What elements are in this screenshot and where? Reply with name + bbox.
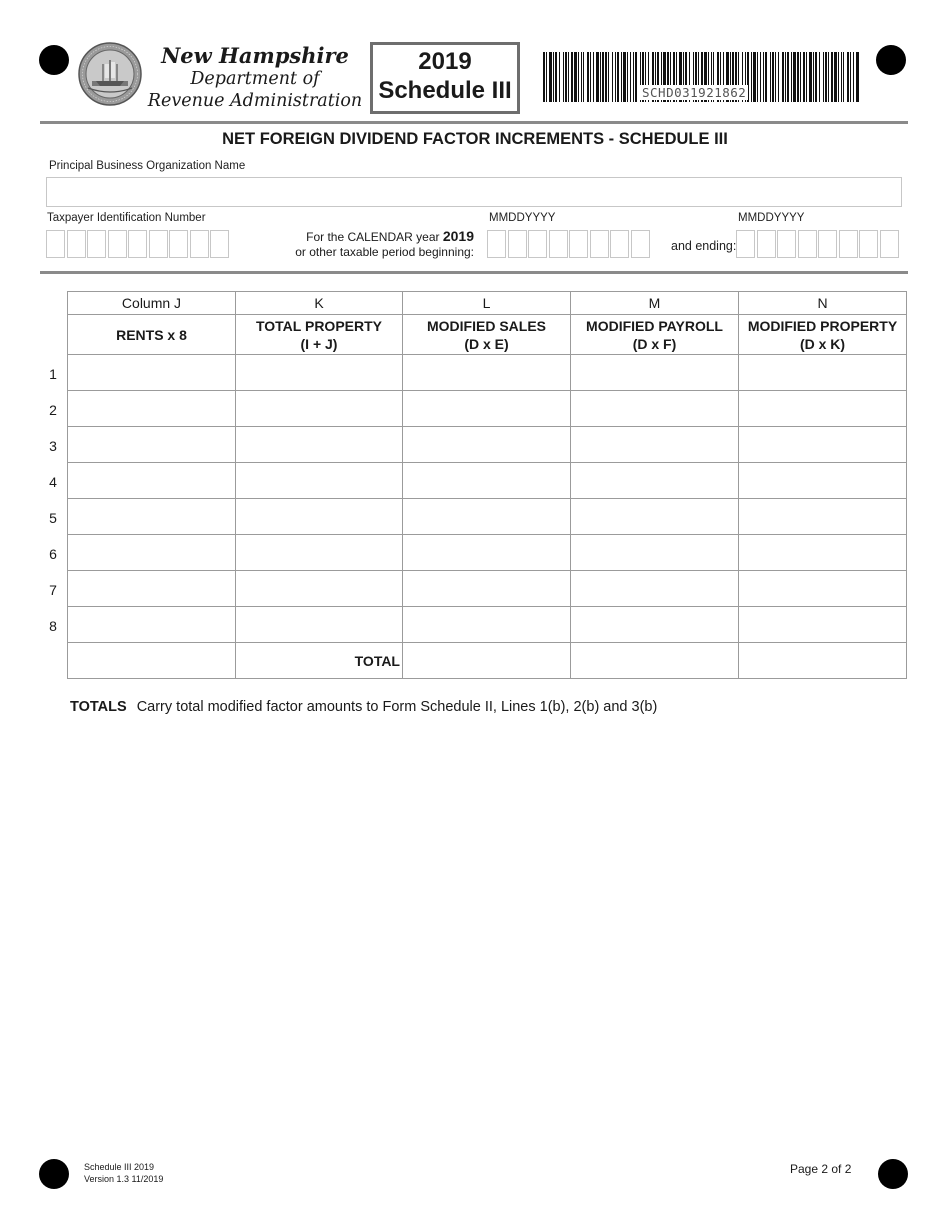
total-label: TOTAL bbox=[236, 643, 403, 679]
table-row bbox=[68, 607, 907, 643]
table-row bbox=[68, 499, 907, 535]
table-row bbox=[68, 463, 907, 499]
totals-note bbox=[70, 699, 657, 715]
input-cell[interactable] bbox=[236, 607, 403, 643]
tin-label: Taxpayer Identification Number bbox=[47, 212, 206, 224]
period-begin-field[interactable] bbox=[487, 230, 651, 260]
input-cell[interactable] bbox=[68, 463, 236, 499]
line-number: 3 bbox=[49, 438, 57, 454]
input-cell[interactable] bbox=[739, 499, 907, 535]
tin-field[interactable] bbox=[46, 230, 231, 260]
input-cell[interactable] bbox=[403, 355, 571, 391]
input-cell[interactable] bbox=[571, 427, 739, 463]
input-cell[interactable] bbox=[68, 427, 236, 463]
period-label: or other taxable period beginning: bbox=[295, 245, 474, 259]
input-cell[interactable] bbox=[403, 427, 571, 463]
input-cell[interactable] bbox=[68, 571, 236, 607]
input-cell[interactable] bbox=[739, 427, 907, 463]
total-row bbox=[68, 643, 907, 679]
input-cell[interactable] bbox=[403, 463, 571, 499]
column-title-total-property: TOTAL PROPERTY (I + J) bbox=[236, 315, 403, 355]
line-number: 1 bbox=[49, 366, 57, 382]
input-cell[interactable] bbox=[571, 355, 739, 391]
input-cell[interactable] bbox=[236, 535, 403, 571]
table-row bbox=[68, 535, 907, 571]
form-name: Schedule III bbox=[378, 77, 512, 104]
registration-mark bbox=[39, 45, 69, 75]
agency-line-1: New Hampshire bbox=[161, 43, 349, 68]
input-cell[interactable] bbox=[571, 463, 739, 499]
input-cell[interactable] bbox=[571, 499, 739, 535]
input-cell[interactable] bbox=[571, 571, 739, 607]
registration-mark bbox=[878, 1159, 908, 1189]
line-number: 5 bbox=[49, 510, 57, 526]
page-number: Page 2 of 2 bbox=[790, 1162, 852, 1176]
form-year-box bbox=[370, 42, 520, 114]
calendar-year-line bbox=[236, 228, 474, 244]
state-seal-icon bbox=[78, 42, 142, 106]
column-title-rents: RENTS x 8 bbox=[68, 315, 236, 355]
footer-version: Version 1.3 11/2019 bbox=[84, 1173, 164, 1184]
column-letter-j: Column J bbox=[68, 292, 236, 315]
column-letter-n: N bbox=[739, 292, 907, 315]
total-blank-cell bbox=[68, 643, 236, 679]
column-title-modified-sales: MODIFIED SALES (D x E) bbox=[403, 315, 571, 355]
input-cell[interactable] bbox=[571, 607, 739, 643]
input-cell[interactable] bbox=[571, 535, 739, 571]
line-number: 2 bbox=[49, 402, 57, 418]
input-cell[interactable] bbox=[403, 607, 571, 643]
column-title-modified-property: MODIFIED PROPERTY (D x K) bbox=[739, 315, 907, 355]
totals-note-label: TOTALS bbox=[70, 699, 127, 715]
line-number: 8 bbox=[49, 618, 57, 634]
form-title: NET FOREIGN DIVIDEND FACTOR INCREMENTS - SCHEDULE III bbox=[222, 130, 728, 148]
input-cell[interactable] bbox=[68, 499, 236, 535]
table-row bbox=[68, 571, 907, 607]
input-cell[interactable] bbox=[236, 463, 403, 499]
total-modified-payroll-cell[interactable] bbox=[571, 643, 739, 679]
total-modified-property-cell[interactable] bbox=[739, 643, 907, 679]
input-cell[interactable] bbox=[739, 607, 907, 643]
end-format-label: MMDDYYYY bbox=[738, 212, 805, 224]
totals-note-text: Carry total modified factor amounts to Form Schedule II, Lines 1(b), 2(b) and 3(b) bbox=[136, 699, 658, 715]
input-cell[interactable] bbox=[403, 499, 571, 535]
total-modified-sales-cell[interactable] bbox=[403, 643, 571, 679]
calendar-year: 2019 bbox=[442, 228, 474, 244]
input-cell[interactable] bbox=[236, 499, 403, 535]
calendar-prefix: For the CALENDAR year bbox=[306, 230, 440, 244]
section-divider bbox=[40, 271, 908, 274]
input-cell[interactable] bbox=[68, 355, 236, 391]
line-number: 7 bbox=[49, 582, 57, 598]
input-cell[interactable] bbox=[403, 535, 571, 571]
table-row bbox=[68, 427, 907, 463]
period-end-field[interactable] bbox=[736, 230, 900, 260]
line-number: 4 bbox=[49, 474, 57, 490]
form-year: 2019 bbox=[418, 48, 472, 75]
input-cell[interactable] bbox=[236, 427, 403, 463]
org-name-label: Principal Business Organization Name bbox=[49, 160, 246, 172]
agency-line-3: Revenue Administration bbox=[147, 91, 363, 111]
agency-name bbox=[140, 44, 370, 112]
input-cell[interactable] bbox=[739, 463, 907, 499]
column-letter-k: K bbox=[236, 292, 403, 315]
agency-line-2: Department of bbox=[190, 69, 320, 89]
input-cell[interactable] bbox=[236, 355, 403, 391]
column-letter-m: M bbox=[571, 292, 739, 315]
footer-form-id: Schedule III 2019 bbox=[84, 1162, 155, 1172]
input-cell[interactable] bbox=[68, 535, 236, 571]
org-name-field[interactable] bbox=[46, 177, 902, 207]
input-cell[interactable] bbox=[403, 391, 571, 427]
line-number: 6 bbox=[49, 546, 57, 562]
input-cell[interactable] bbox=[403, 571, 571, 607]
input-cell[interactable] bbox=[571, 391, 739, 427]
header-divider bbox=[40, 121, 908, 124]
column-title-modified-payroll: MODIFIED PAYROLL (D x F) bbox=[571, 315, 739, 355]
input-cell[interactable] bbox=[236, 391, 403, 427]
input-cell[interactable] bbox=[68, 607, 236, 643]
table-row bbox=[68, 355, 907, 391]
input-cell[interactable] bbox=[236, 571, 403, 607]
column-letter-l: L bbox=[403, 292, 571, 315]
footer-form-info bbox=[84, 1162, 163, 1185]
input-cell[interactable] bbox=[739, 391, 907, 427]
input-cell[interactable] bbox=[739, 535, 907, 571]
input-cell[interactable] bbox=[68, 391, 236, 427]
registration-mark bbox=[876, 45, 906, 75]
table-row bbox=[68, 391, 907, 427]
input-cell[interactable] bbox=[739, 571, 907, 607]
factor-table bbox=[67, 291, 907, 679]
registration-mark bbox=[39, 1159, 69, 1189]
barcode-number: SCHD031921862 bbox=[642, 85, 747, 100]
input-cell[interactable] bbox=[739, 355, 907, 391]
ending-label: and ending: bbox=[671, 239, 737, 253]
begin-format-label: MMDDYYYY bbox=[489, 212, 556, 224]
